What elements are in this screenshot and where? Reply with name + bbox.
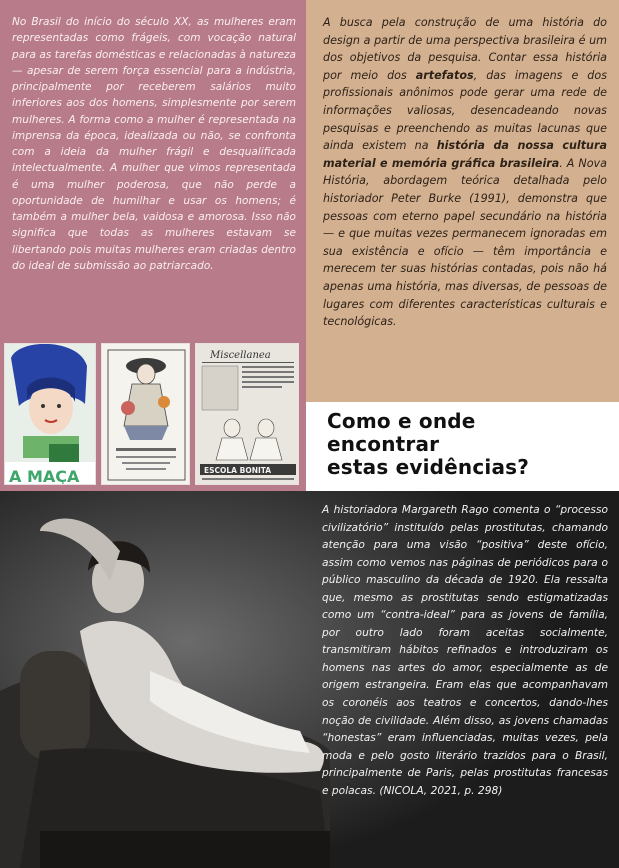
heading-line-3: estas evidências? xyxy=(327,455,530,479)
section-heading xyxy=(327,410,619,479)
magazine-cover-1 xyxy=(4,343,96,485)
right-bold-artefatos: artefatos xyxy=(415,68,474,82)
magazine-thumbnails xyxy=(0,339,306,491)
magazine-cover-2 xyxy=(101,343,190,485)
right-text-4: . A Nova História, abordagem teórica detalhada pelo historiador Peter Burke (1991), demonstra que pessoas com eterno papel secundário na história — e que muitas vezes permanecem ignoradas em sua existência e ofício — têm importância e merecem ter suas histórias contadas, pois não há apenas uma história, mas diversas, de pessoas de lugares com diferentes características culturais e tecnológicas. xyxy=(323,156,607,329)
vintage-fashion-illustration xyxy=(102,344,190,485)
cover-3-banner: ESCOLA BONITA xyxy=(204,466,272,475)
cover-1-title: A MAÇA xyxy=(9,467,80,485)
magazine-page-illustration xyxy=(196,344,299,485)
right-text-panel xyxy=(306,0,619,402)
right-text-3: , das imagens e dos profissionais anônimos pode gerar uma rede de informações valiosas, desencadeando novas pesquisas e preenchendo as muitas lacunas que ainda existem na xyxy=(323,68,607,153)
left-paragraph: No Brasil do início do século XX, as mulheres eram representadas como frágeis, com vocação natural para as tarefas domésticas e relacionadas à natureza — apesar de serem força essencial para a indústria, principalmente por receberem salários muito inferiores aos dos homens, simplesmente por serem mulheres. A forma como a mulher é representada na imprensa da época, idealizada ou não, se confronta com a ideia da mulher frágil e desqualificada intelectualmente. A mulher que vimos representada é uma mulher poderosa, que não perde a oportunidade de humilhar e usar os homens; é também a mulher bela, vaidosa e amorosa. Isso não significa que todas as mulheres estavam se libertando pois muitas mulheres eram criadas dentro do ideal de submissão ao patriarcado. xyxy=(12,16,296,272)
magazine-cover-3 xyxy=(195,343,299,485)
heading-line-1: Como e onde xyxy=(327,409,476,433)
right-bold-historia: história da nossa cultura material e memória gráfica brasileira xyxy=(323,139,607,170)
right-text-1: A busca pela construção de uma história do design a partir de uma perspectiva brasileira é um dos objetivos da pesquisa. Contar essa xyxy=(323,16,607,65)
woman-portrait-illustration xyxy=(5,344,96,485)
heading-line-2: encontrar xyxy=(327,432,440,456)
section-heading-box xyxy=(306,402,619,491)
bottom-paragraph: A historiadora Margareth Rago comenta o “processo civilizatório” instituído pelas prostitutas, chamando atenção para uma visão “positiva” deste ofício, assim como vemos nas páginas de periódicos para o público masculino da década de 1920. Ela ressalta que, mesmo as prostitutas sendo estigmatizadas como um “contra-ideal” para as jovens de família, por outro lado foram aceitas socialmente, transmitiram hábitos refinados e introduziram os homens nas artes do amor, especialmente as de origem estrangeira. Eram elas que acompanhavam os coronéis aos teatros e concertos, dando-lhes noção de civilidade. Além disso, as jovens chamadas “honestas” eram influenciadas, muitas vezes, pela moda e pelo gosto literário trazidos para o Brasil, principalmente de Paris, pelas prostitutas francesas e polacas. (NICOLA, 2021, p. 298) xyxy=(322,503,608,797)
left-text-panel xyxy=(0,0,306,339)
right-text-2: história por meio dos xyxy=(323,51,607,82)
right-paragraph xyxy=(323,14,607,331)
cover-3-title: Miscellanea xyxy=(210,350,271,361)
